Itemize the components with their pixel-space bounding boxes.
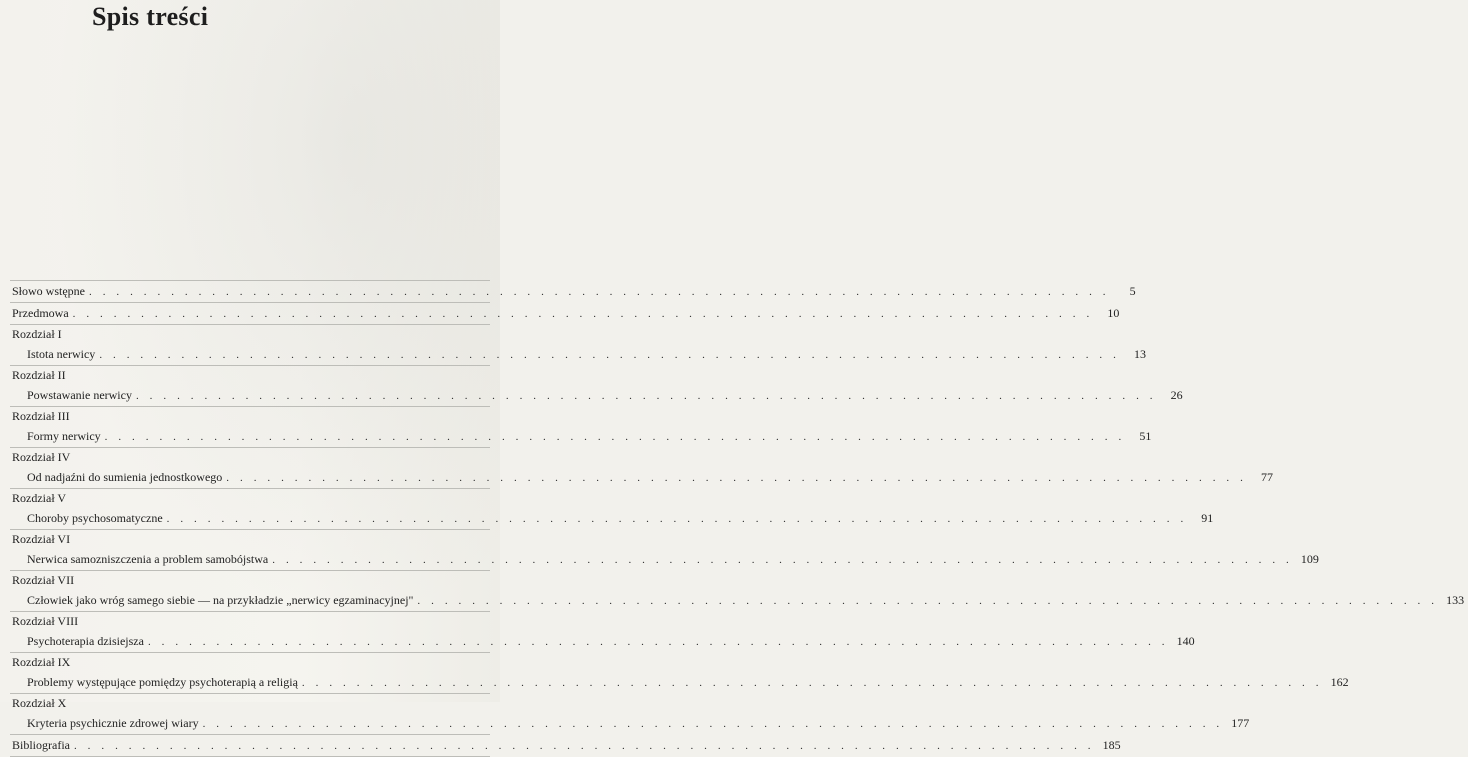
toc-entry-przedmowa	[10, 303, 1120, 325]
dot-leader: . . . . . . . . . . . . . . . . . . . . . . . . . . . . . . . . . . . . . . . . . . . . . . . . . . . . . . . . . . . . . . . . . . . . . . . . . . .	[417, 595, 1439, 607]
dot-leader: . . . . . . . . . . . . . . . . . . . . . . . . . . . . . . . . . . . . . . . . . . . . . . . . . . . . . . . . . . . . . . . . . . . . . . . . . . .	[301, 677, 1323, 689]
toc-page-number: 91	[1201, 511, 1214, 525]
toc-entry-rozdzial-1	[10, 325, 1146, 366]
dot-leader: . . . . . . . . . . . . . . . . . . . . . . . . . . . . . . . . . . . . . . . . . . . . . . . . . . . . . . . . . . . . . . . . . . . . . . . . . . .	[99, 349, 1120, 361]
chapter-label: Rozdział VI	[12, 532, 71, 546]
toc-entry-title: Bibliografia	[12, 738, 70, 752]
dot-leader: . . . . . . . . . . . . . . . . . . . . . . . . . . . . . . . . . . . . . . . . . . . . . . . . . . . . . . . . . . . . . . . . . . . . . . . . . . .	[72, 308, 1094, 320]
dot-leader: . . . . . . . . . . . . . . . . . . . . . . . . . . . . . . . . . . . . . . . . . . . . . . . . . . . . . . . . . . . . . . . . . . . . . . . . . . .	[166, 513, 1188, 525]
toc-entry-rozdzial-8	[10, 612, 1195, 653]
toc-page-number: 10	[1107, 306, 1120, 320]
dot-leader: . . . . . . . . . . . . . . . . . . . . . . . . . . . . . . . . . . . . . . . . . . . . . . . . . . . . . . . . . . . . . . . . . . . . . . . . . . .	[104, 431, 1126, 443]
toc-entry-rozdzial-5	[10, 489, 1214, 530]
chapter-label: Rozdział V	[12, 491, 67, 505]
dot-leader: . . . . . . . . . . . . . . . . . . . . . . . . . . . . . . . . . . . . . . . . . . . . . . . . . . . . . . . . . . . . . . . . . . . . . . . . . . .	[226, 472, 1247, 484]
dot-leader: . . . . . . . . . . . . . . . . . . . . . . . . . . . . . . . . . . . . . . . . . . . . . . . . . . . . . . . . . . . . . . . . . . . . . . . . . . .	[73, 740, 1095, 752]
chapter-label: Rozdział VII	[12, 573, 75, 587]
chapter-title: Choroby psychosomatyczne	[27, 511, 163, 525]
toc-page-number: 162	[1330, 675, 1349, 689]
toc-page-number: 185	[1102, 738, 1121, 752]
toc-page-number: 51	[1139, 429, 1152, 443]
chapter-title: Od nadjaźni do sumienia jednostkowego	[27, 470, 223, 484]
chapter-title: Człowiek jako wróg samego siebie — na przykładzie „nerwicy egzaminacyjnej"	[27, 593, 414, 607]
toc-entry-title: Przedmowa	[12, 306, 69, 320]
toc-entry-rozdzial-10	[10, 694, 1250, 735]
toc-page-number: 109	[1300, 552, 1319, 566]
toc-page-number: 133	[1446, 593, 1465, 607]
toc-entry-rozdzial-4	[10, 448, 1273, 489]
chapter-title: Istota nerwicy	[27, 347, 96, 361]
toc-page-number: 26	[1170, 388, 1183, 402]
chapter-title: Nerwica samozniszczenia a problem samobójstwa	[27, 552, 269, 566]
chapter-title: Problemy występujące pomiędzy psychoterapią a religią	[27, 675, 298, 689]
toc-page-number: 177	[1231, 716, 1250, 730]
chapter-title: Powstawanie nerwicy	[27, 388, 132, 402]
dot-leader: . . . . . . . . . . . . . . . . . . . . . . . . . . . . . . . . . . . . . . . . . . . . . . . . . . . . . . . . . . . . . . . . . . . . . . . . . . .	[147, 636, 1169, 648]
toc-entry-rozdzial-9	[10, 653, 1349, 694]
toc-entry-title: Słowo wstępne	[12, 284, 85, 298]
chapter-title: Psychoterapia dzisiejsza	[27, 634, 144, 648]
chapter-label: Rozdział III	[12, 409, 70, 423]
toc-entry-slowo-wstepne	[10, 280, 1136, 303]
dot-leader: . . . . . . . . . . . . . . . . . . . . . . . . . . . . . . . . . . . . . . . . . . . . . . . . . . . . . . . . . . . . . . . . . . . . . . . . . . .	[202, 718, 1224, 730]
dot-leader: . . . . . . . . . . . . . . . . . . . . . . . . . . . . . . . . . . . . . . . . . . . . . . . . . . . . . . . . . . . . . . . . . . . . . . . . . . .	[135, 390, 1157, 402]
toc-entry-rozdzial-3	[10, 407, 1152, 448]
table-of-contents	[10, 280, 1465, 757]
page-title: Spis treści	[92, 2, 209, 31]
chapter-label: Rozdział II	[12, 368, 66, 382]
chapter-label: Rozdział VIII	[12, 614, 79, 628]
toc-page-number: 13	[1133, 347, 1146, 361]
dot-leader: . . . . . . . . . . . . . . . . . . . . . . . . . . . . . . . . . . . . . . . . . . . . . . . . . . . . . . . . . . . . . . . . . . . . . . . . . . .	[272, 554, 1293, 566]
toc-entry-bibliografia	[10, 735, 1121, 757]
chapter-label: Rozdział IV	[12, 450, 71, 464]
chapter-label: Rozdział I	[12, 327, 62, 341]
chapter-title: Formy nerwicy	[27, 429, 101, 443]
chapter-title: Kryteria psychicznie zdrowej wiary	[27, 716, 199, 730]
chapter-label: Rozdział IX	[12, 655, 71, 669]
dot-leader: . . . . . . . . . . . . . . . . . . . . . . . . . . . . . . . . . . . . . . . . . . . . . . . . . . . . . . . . . . . . . . . . . . . . . . . . . . .	[89, 286, 1110, 298]
toc-page-number: 140	[1176, 634, 1195, 648]
toc-entry-rozdzial-2	[10, 366, 1183, 407]
toc-page-number: 77	[1260, 470, 1273, 484]
chapter-label: Rozdział X	[12, 696, 67, 710]
toc-page-number: 5	[1129, 284, 1136, 298]
toc-entry-rozdzial-7	[10, 571, 1465, 612]
toc-entry-rozdzial-6	[10, 530, 1319, 571]
